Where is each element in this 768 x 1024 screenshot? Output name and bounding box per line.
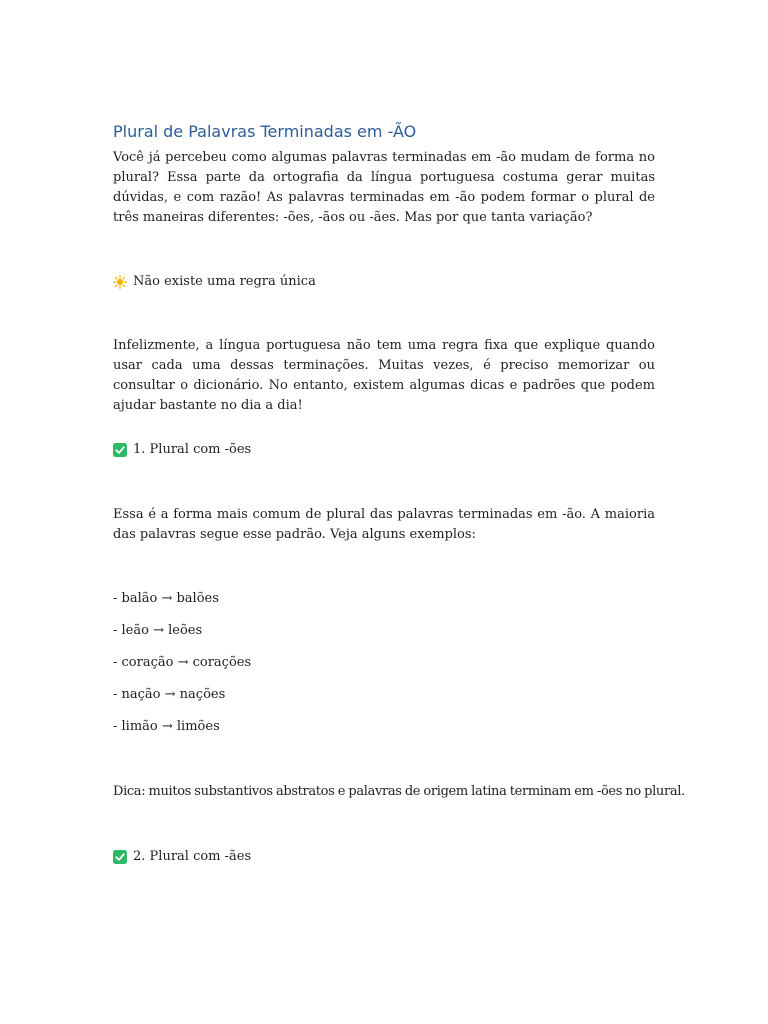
heading-no-rule-label: Não existe uma regra única (133, 274, 316, 289)
intro-paragraph: Você já percebeu como algumas palavras terminadas em -ão mudam de forma no plural? Essa parte da ortografia da língua portuguesa costuma gerar muitas dúvidas, e com razão! As palavras terminadas em -ão podem formar o plural de três maneiras diferentes: -ões, -ãos ou -ães. Mas por que tanta variação? (113, 150, 655, 225)
heading-plural-oes-label: 1. Plural com -ões (133, 442, 252, 457)
list-item: - coração → corações (113, 655, 252, 670)
heading-no-rule (113, 272, 316, 292)
oes-paragraph: Essa é a forma mais comum de plural das palavras terminadas em -ão. A maioria das palavras segue esse padrão. Veja alguns exemplos: (113, 507, 655, 542)
list-item: - limão → limões (113, 719, 220, 734)
heading-plural-oes (113, 440, 251, 460)
list-item: - balão → balões (113, 591, 219, 606)
check-mark-icon (113, 850, 127, 864)
list-item: - leão → leões (113, 623, 203, 638)
heading-plural-aes (113, 847, 251, 867)
heading-plural-aes-label: 2. Plural com -ães (133, 849, 252, 864)
list-item: - nação → nações (113, 687, 226, 702)
no-rule-paragraph: Infelizmente, a língua portuguesa não tem uma regra fixa que explique quando usar cada uma dessas terminações. Muitas vezes, é preciso memorizar ou consultar o dicionário. No entanto, existem algumas dicas e padrões que podem ajudar bastante no dia a dia! (113, 338, 655, 413)
check-mark-icon (113, 443, 127, 457)
sun-icon (113, 275, 127, 289)
tip-paragraph: Dica: muitos substantivos abstratos e palavras de origem latina terminam em -ões no plural. (113, 784, 685, 799)
page-title: Plural de Palavras Terminadas em -ÃO (113, 122, 417, 141)
